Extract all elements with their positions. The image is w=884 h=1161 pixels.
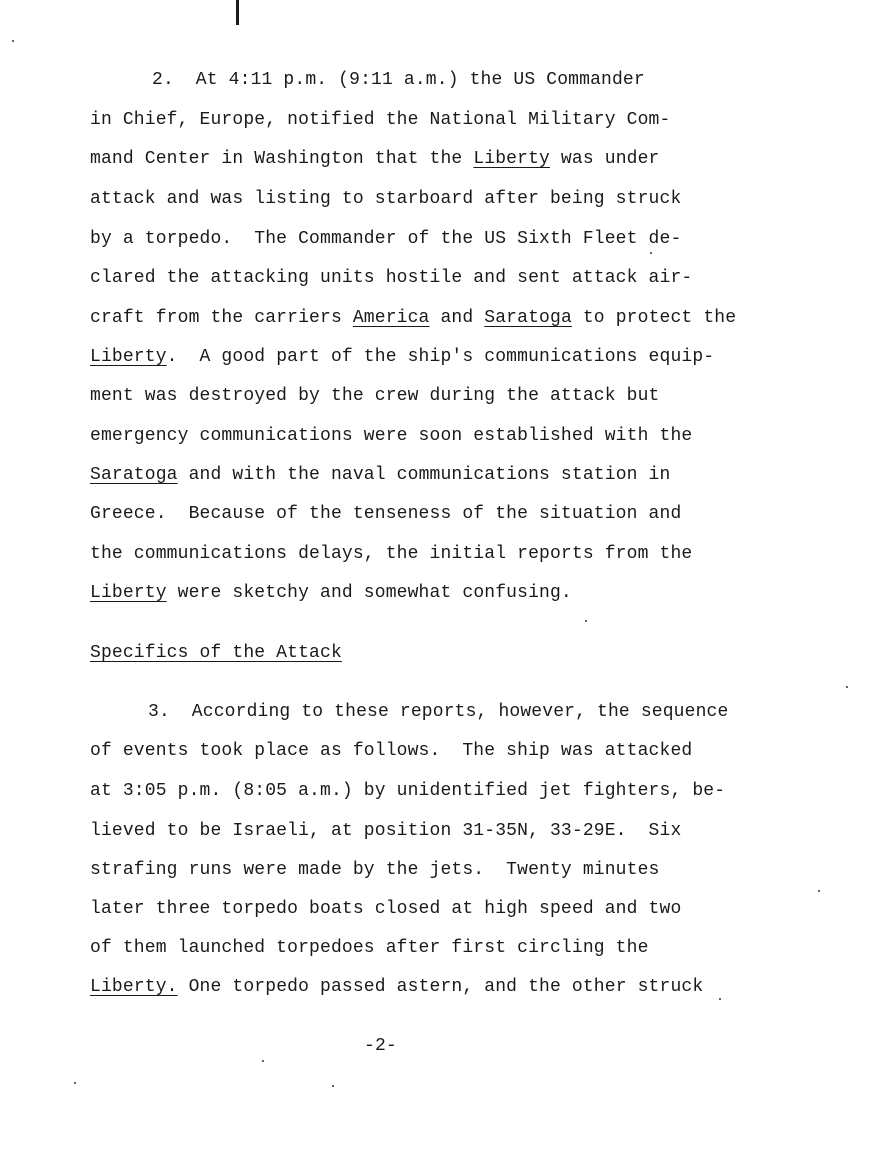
paragraph-2-line-4: attack and was listing to starboard after being struck	[90, 189, 682, 209]
scan-mark	[236, 0, 239, 25]
section-heading: Specifics of the Attack	[90, 643, 342, 663]
paragraph-2-line-1: 2. At 4:11 p.m. (9:11 a.m.) the US Commander	[152, 70, 645, 90]
paragraph-3-line-8: Liberty. One torpedo passed astern, and the other struck	[90, 977, 704, 997]
scan-speck	[585, 620, 587, 622]
paragraph-3-line-3: at 3:05 p.m. (8:05 a.m.) by unidentified jet fighters, be-	[90, 781, 726, 801]
ship-name-liberty: Liberty	[90, 347, 167, 367]
carrier-name-saratoga: Saratoga	[484, 308, 572, 328]
page-number: -2-	[364, 1036, 397, 1056]
paragraph-2-line-8: Liberty. A good part of the ship's communications equip-	[90, 347, 715, 367]
paragraph-3-line-2: of events took place as follows. The ship was attacked	[90, 741, 693, 761]
paragraph-2-line-2: in Chief, Europe, notified the National Military Com-	[90, 110, 671, 130]
carrier-name-saratoga: Saratoga	[90, 465, 178, 485]
paragraph-3-line-4: lieved to be Israeli, at position 31-35N, 33-29E. Six	[90, 821, 682, 841]
paragraph-2-line-10: emergency communications were soon established with the	[90, 426, 693, 446]
carrier-name-america: America	[352, 308, 430, 328]
paragraph-2-line-6: clared the attacking units hostile and sent attack air-	[90, 268, 693, 288]
ship-name-liberty: Liberty	[90, 583, 167, 603]
scan-speck	[818, 890, 820, 892]
ship-name-liberty: Liberty.	[90, 977, 178, 997]
paragraph-2-line-7: craft from the carriers America and Saratoga to protect the	[90, 308, 737, 328]
paragraph-2-line-13: the communications delays, the initial reports from the	[90, 544, 693, 564]
ship-name-liberty: Liberty	[473, 149, 550, 169]
paragraph-3-line-7: of them launched torpedoes after first circling the	[90, 938, 649, 958]
scan-speck	[74, 1082, 76, 1084]
scan-speck	[719, 998, 721, 1000]
paragraph-3-line-6: later three torpedo boats closed at high speed and two	[90, 899, 682, 919]
scan-speck	[846, 686, 848, 688]
scan-speck	[12, 40, 14, 42]
scan-speck	[650, 252, 652, 254]
paragraph-2-line-3: mand Center in Washington that the Liberty was under	[90, 149, 660, 169]
paragraph-2-line-14: Liberty were sketchy and somewhat confusing.	[90, 583, 572, 603]
paragraph-2-line-5: by a torpedo. The Commander of the US Sixth Fleet de-	[90, 229, 682, 249]
scan-speck	[262, 1060, 264, 1062]
paragraph-3-line-5: strafing runs were made by the jets. Twenty minutes	[90, 860, 660, 880]
paragraph-2-line-12: Greece. Because of the tenseness of the situation and	[90, 504, 682, 524]
paragraph-3-line-1: 3. According to these reports, however, the sequence	[148, 702, 729, 722]
paragraph-2-line-11: Saratoga and with the naval communications station in	[90, 465, 671, 485]
scan-speck	[332, 1085, 334, 1087]
paragraph-2-line-9: ment was destroyed by the crew during the attack but	[90, 386, 660, 406]
